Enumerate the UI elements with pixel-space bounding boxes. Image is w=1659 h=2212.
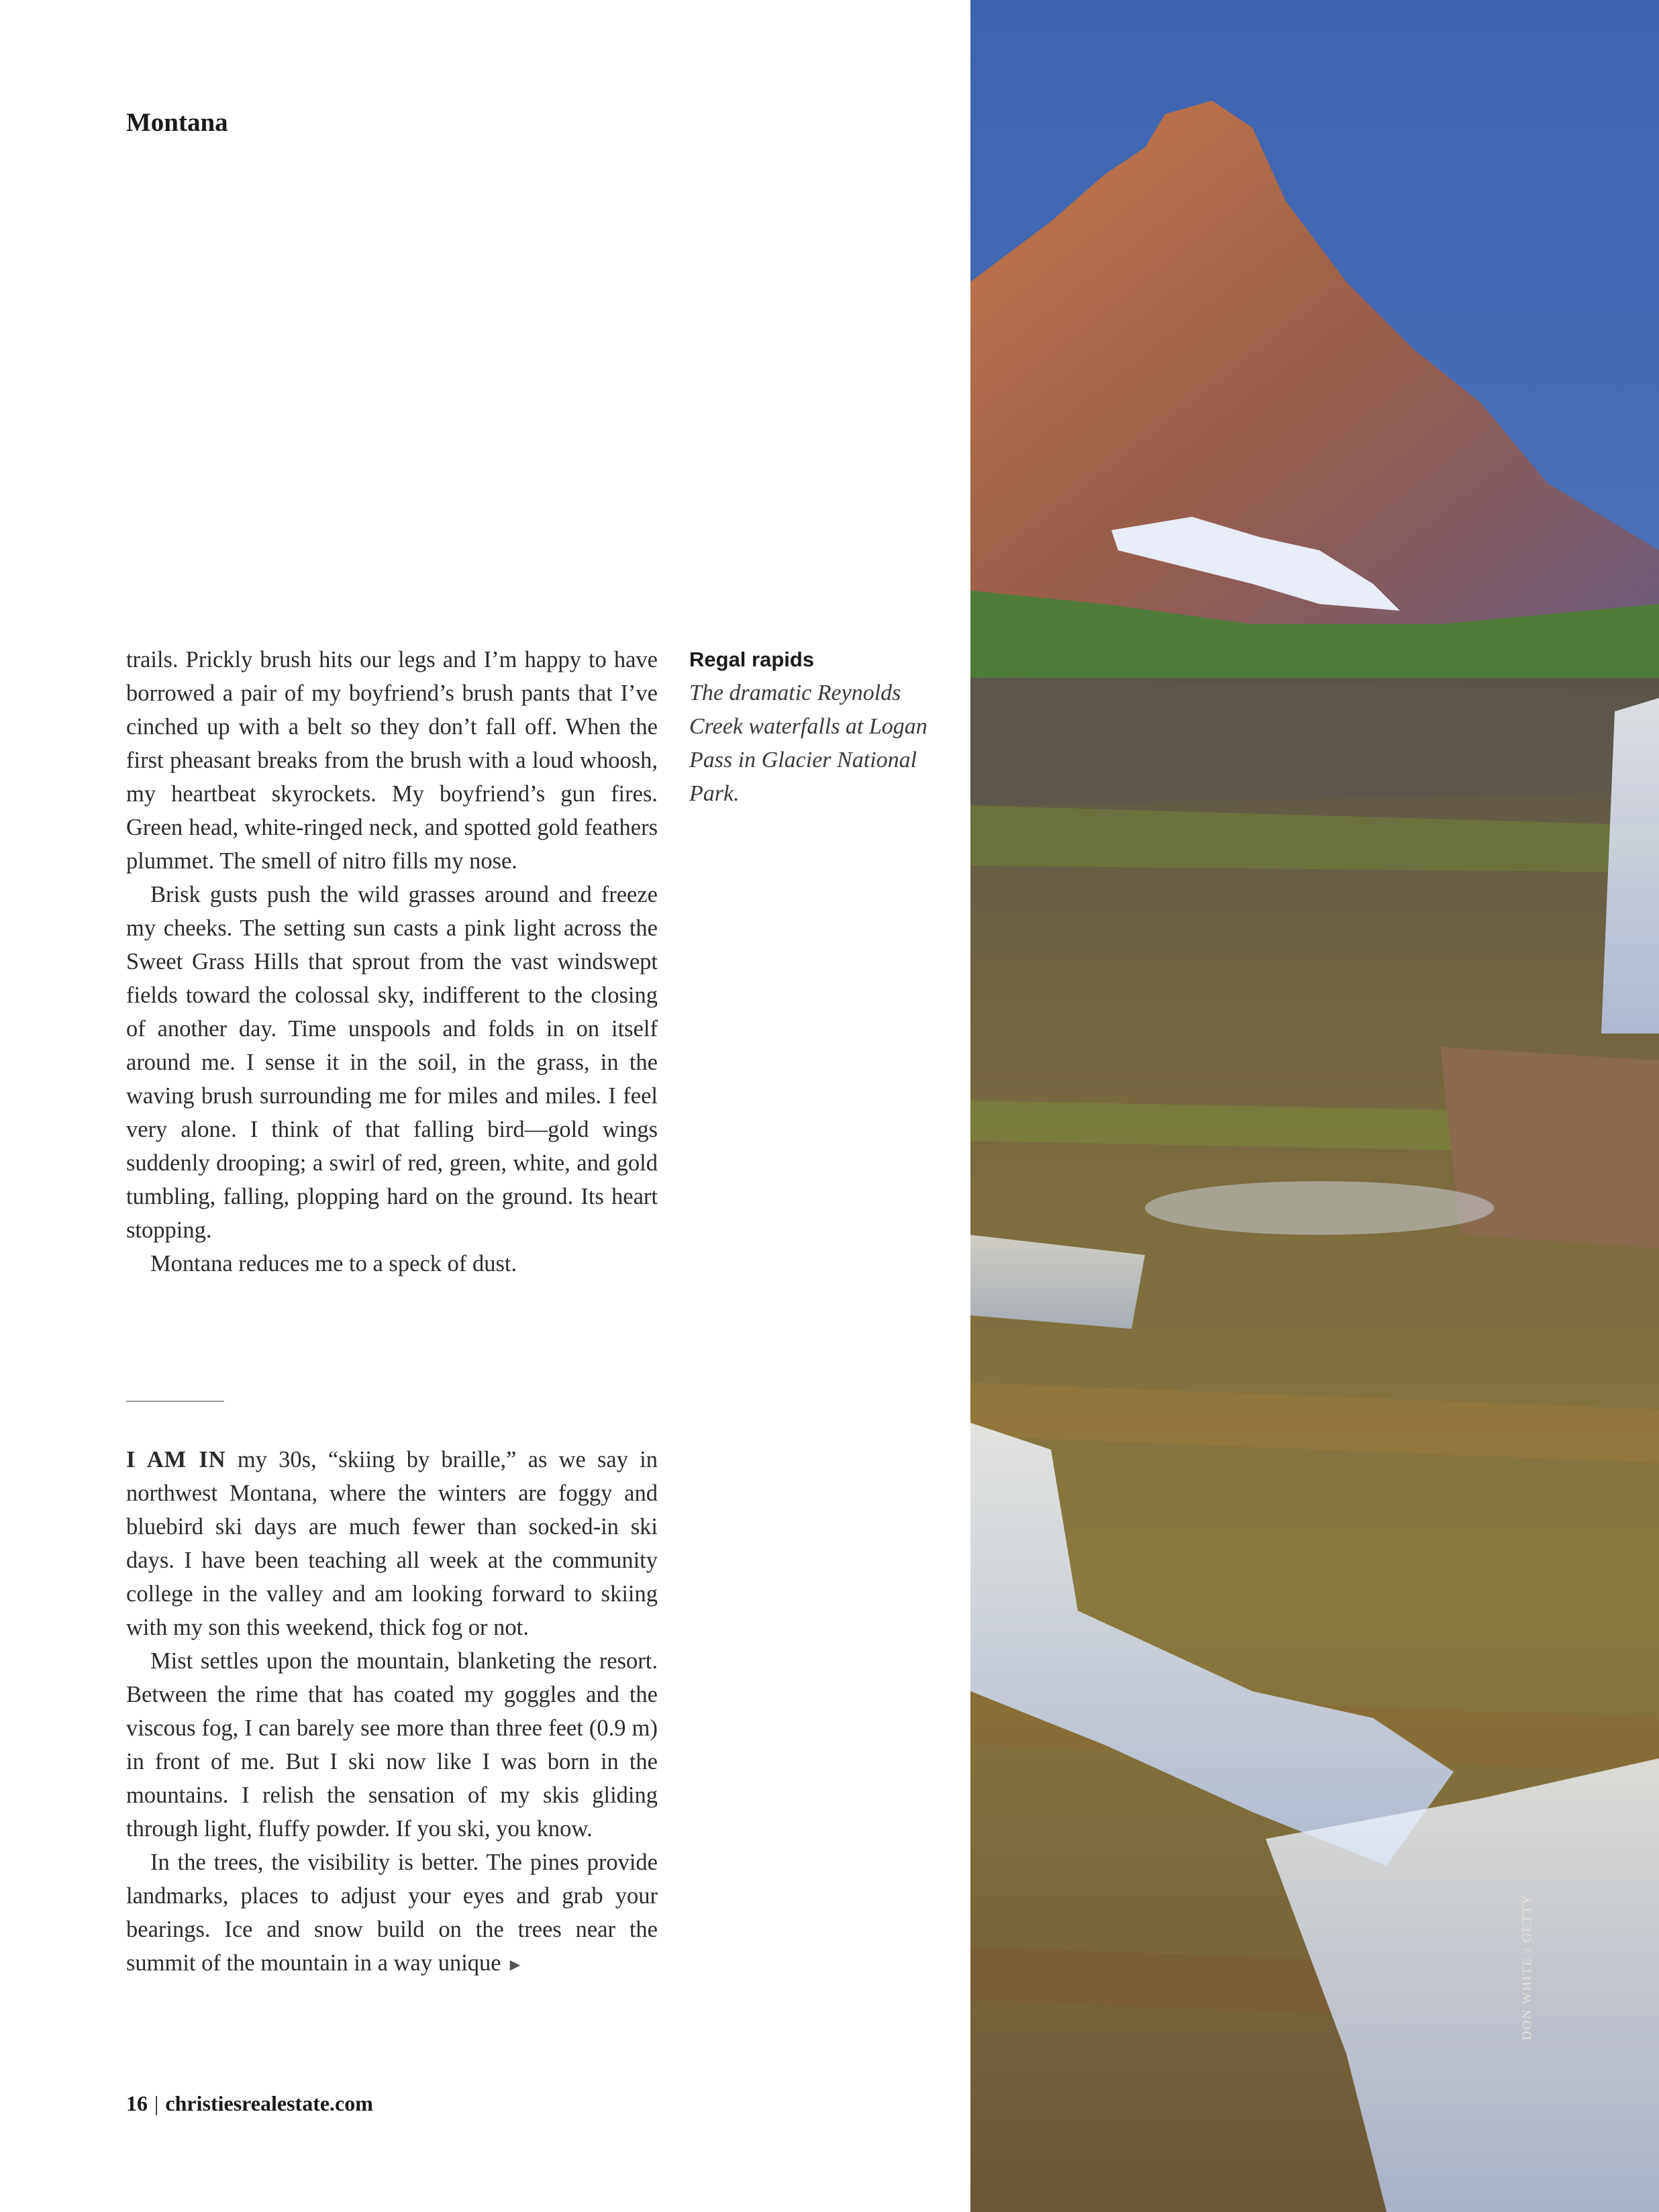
caption-text: The dramatic Reynolds Creek waterfalls at Logan Pass in Glacier National Park. [689, 681, 927, 806]
body-paragraph [126, 1846, 658, 1982]
continue-arrow-icon: ► [506, 1955, 524, 1974]
mountain-waterfall-photo [970, 0, 1659, 2212]
caption-title: Regal rapids [689, 648, 815, 671]
article-column-top [126, 643, 658, 1280]
page-footer [126, 2091, 373, 2116]
section-divider [126, 1401, 224, 1402]
photo-credit: DON WHITE / GETTY [1520, 1894, 1534, 2040]
lead-paragraph-text: my 30s, “skiing by braille,” as we say in northwest Montana, where the winters are foggy and bluebird ski days are much fewer than socked-in ski days. I have been teaching all week at the community college in the valley and am looking forward to skiing with my son this weekend, thick fog or not. [126, 1447, 658, 1640]
body-paragraph: Montana reduces me to a speck of dust. [150, 1251, 517, 1276]
body-paragraph-text: In the trees, the visibility is better. The pines provide landmarks, places to adjust your eyes and grab your bearings. Ice and snow build on the trees near the summit of the mountain in a way unique [126, 1850, 658, 1976]
footer-site: christiesrealestate.com [165, 2091, 373, 2115]
photo-caption [689, 643, 958, 811]
body-paragraph: Mist settles upon the mountain, blanketing the resort. Between the rime that has coated my goggles and the viscous fog, I can barely see more than three feet (0.9 m) in front of me. But I ski now like I was born in the mountains. I relish the sensation of my skis gliding through light, fluffy powder. If you ski, you know. [126, 1648, 658, 1842]
page-number: 16 [126, 2091, 148, 2115]
section-label: Montana [126, 108, 228, 137]
body-paragraph: Brisk gusts push the wild grasses around and freeze my cheeks. The setting sun casts a pink light across the Sweet Grass Hills that sprout from the vast windswept fields toward the colossal sky, indifferent to the closing of another day. Time unspools and folds in on itself around me. I sense it in the soil, in the grass, in the waving brush surrounding me for miles and miles. I feel very alone. I think of that falling bird—gold wings suddenly drooping; a swirl of red, green, white, and gold tumbling, falling, plopping hard on the ground. Its heart stopping. [126, 882, 658, 1243]
article-column-bottom [126, 1443, 658, 1982]
lead-in: I AM IN [126, 1447, 226, 1472]
body-paragraph: trails. Prickly brush hits our legs and I’m happy to have borrowed a pair of my boyfriend’s brush pants that I’ve cinched up with a belt so they don’t fall off. When the first pheasant breaks from the brush with a loud whoosh, my heartbeat skyrockets. My boyfriend’s gun fires. Green head, white-ringed neck, and spotted gold feathers plummet. The smell of nitro fills my nose. [126, 647, 658, 874]
footer-separator: | [154, 2091, 159, 2115]
body-paragraph-lead [126, 1443, 658, 1644]
